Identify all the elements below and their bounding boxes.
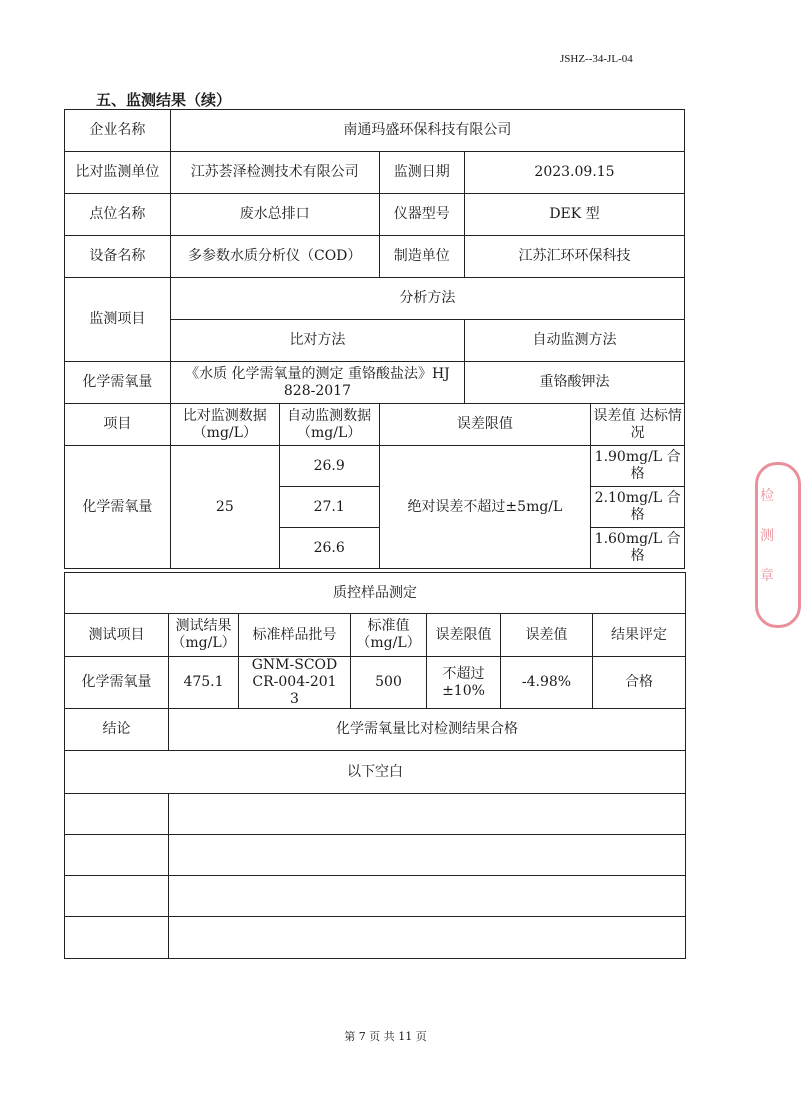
device-label: 设备名称 bbox=[65, 236, 171, 278]
qc-header-item: 测试项目 bbox=[65, 614, 169, 657]
blank-cell bbox=[65, 794, 169, 835]
qc-batch: GNM-SCODCR-004-2013 bbox=[239, 657, 351, 709]
blank-cell bbox=[65, 917, 169, 959]
model-value: DEK 型 bbox=[465, 194, 685, 236]
point-value: 废水总排口 bbox=[170, 194, 379, 236]
blank-cell bbox=[65, 835, 169, 876]
qc-rating: 合格 bbox=[593, 657, 686, 709]
auto-value-3: 26.6 bbox=[279, 528, 379, 569]
row-3-error-status bbox=[591, 528, 685, 569]
qc-header-result: 测试结果（mg/L） bbox=[169, 614, 239, 657]
enterprise-label: 企业名称 bbox=[65, 110, 171, 152]
row-2-error-status bbox=[591, 487, 685, 528]
maker-value: 江苏汇环环保科技 bbox=[465, 236, 685, 278]
qc-result: 475.1 bbox=[169, 657, 239, 709]
status-2: 合格 bbox=[630, 490, 681, 523]
qc-title: 质控样品测定 bbox=[65, 573, 686, 614]
blank-note: 以下空白 bbox=[65, 751, 686, 794]
qc-error: -4.98% bbox=[501, 657, 593, 709]
blank-cell bbox=[169, 835, 686, 876]
error-value-2: 2.10mg/L bbox=[594, 490, 663, 506]
auto-method-label: 自动监测方法 bbox=[465, 320, 685, 362]
qc-header-standard: 标准值（mg/L） bbox=[351, 614, 427, 657]
status-1: 合格 bbox=[630, 449, 681, 482]
header-auto-data: 自动监测数据（mg/L） bbox=[279, 404, 379, 446]
point-label: 点位名称 bbox=[65, 194, 171, 236]
auto-method-value: 重铬酸钾法 bbox=[465, 362, 685, 404]
row-1-error-status bbox=[591, 446, 685, 487]
qc-header-batch: 标准样品批号 bbox=[239, 614, 351, 657]
blank-cell bbox=[65, 876, 169, 917]
auto-value-2: 27.1 bbox=[279, 487, 379, 528]
qc-item: 化学需氧量 bbox=[65, 657, 169, 709]
param-name: 化学需氧量 bbox=[65, 362, 171, 404]
unit-value: 江苏荟泽检测技术有限公司 bbox=[170, 152, 379, 194]
conclusion-text: 化学需氧量比对检测结果合格 bbox=[169, 709, 686, 751]
date-value: 2023.09.15 bbox=[465, 152, 685, 194]
section-title: 五、监测结果（续） bbox=[96, 91, 232, 109]
model-label: 仪器型号 bbox=[379, 194, 465, 236]
red-seal-fragment: 检 测 章 bbox=[755, 462, 801, 628]
qc-limit: 不超过±10% bbox=[427, 657, 501, 709]
qc-header-rating: 结果评定 bbox=[593, 614, 686, 657]
page-footer: 第 7 页 共 11 页 bbox=[344, 1030, 427, 1043]
maker-label: 制造单位 bbox=[379, 236, 465, 278]
header-status: 达标情况 bbox=[630, 407, 682, 441]
status-3: 合格 bbox=[630, 531, 681, 564]
header-error-status bbox=[591, 404, 685, 446]
header-limit: 误差限值 bbox=[379, 404, 591, 446]
conclusion-label: 结论 bbox=[65, 709, 169, 751]
comparison-item: 化学需氧量 bbox=[65, 446, 171, 569]
header-item: 项目 bbox=[65, 404, 171, 446]
device-value: 多参数水质分析仪（COD） bbox=[170, 236, 379, 278]
comparison-compare-value: 25 bbox=[170, 446, 279, 569]
error-value-3: 1.60mg/L bbox=[594, 531, 663, 547]
monitoring-info-table bbox=[64, 109, 685, 569]
method-label: 分析方法 bbox=[170, 278, 684, 320]
error-value-1: 1.90mg/L bbox=[594, 449, 663, 465]
blank-cell bbox=[169, 876, 686, 917]
qc-header-limit: 误差限值 bbox=[427, 614, 501, 657]
qc-header-error: 误差值 bbox=[501, 614, 593, 657]
header-compare-data: 比对监测数据（mg/L） bbox=[170, 404, 279, 446]
unit-label: 比对监测单位 bbox=[65, 152, 171, 194]
auto-value-1: 26.9 bbox=[279, 446, 379, 487]
item-label: 监测项目 bbox=[65, 278, 171, 362]
compare-method-value: 《水质 化学需氧量的测定 重铬酸盐法》HJ 828-2017 bbox=[170, 362, 464, 404]
header-error: 误差值 bbox=[593, 407, 636, 424]
qc-standard: 500 bbox=[351, 657, 427, 709]
enterprise-value: 南通玛盛环保科技有限公司 bbox=[170, 110, 684, 152]
qc-table bbox=[64, 572, 686, 959]
blank-cell bbox=[169, 794, 686, 835]
compare-method-label: 比对方法 bbox=[170, 320, 464, 362]
error-limit: 绝对误差不超过±5mg/L bbox=[379, 446, 591, 569]
blank-cell bbox=[169, 917, 686, 959]
document-code: JSHZ--34-JL-04 bbox=[560, 53, 633, 65]
date-label: 监测日期 bbox=[379, 152, 465, 194]
